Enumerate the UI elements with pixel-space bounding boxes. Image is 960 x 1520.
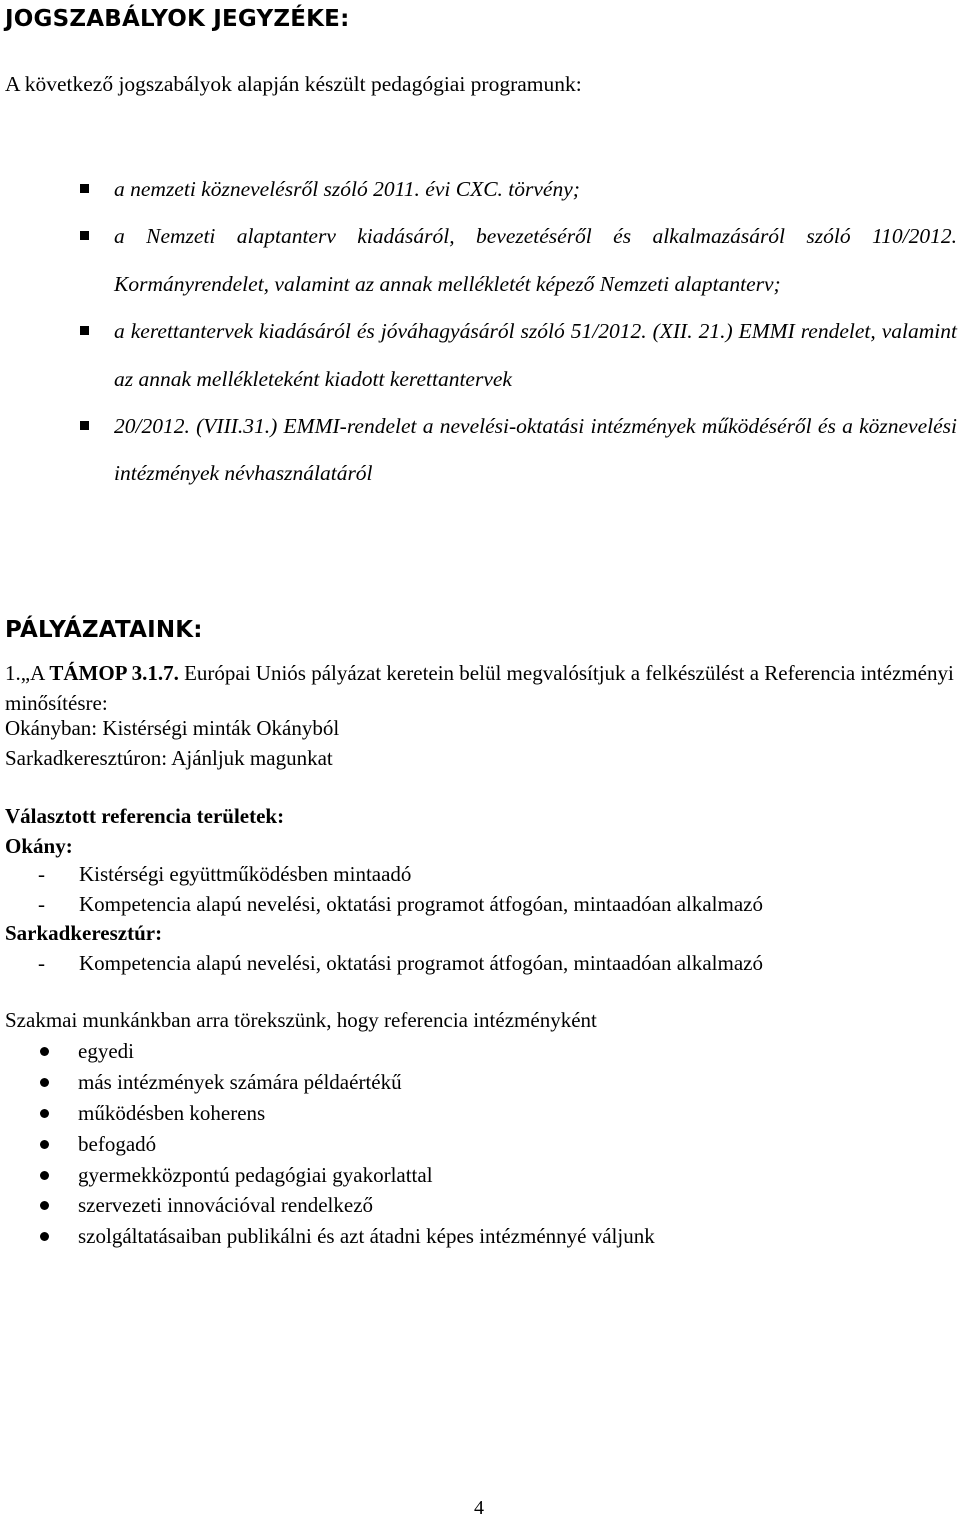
aims-list-item xyxy=(40,1190,655,1221)
okany-reference-item xyxy=(38,862,411,887)
sarkad-reference-item xyxy=(38,951,763,976)
grant-program-code: TÁMOP 3.1.7. xyxy=(49,661,179,685)
round-bullet-icon xyxy=(40,1109,49,1118)
square-bullet-icon xyxy=(80,184,89,193)
aims-item-text: szolgáltatásaiban publikálni és azt átadni képes intézménnyé váljunk xyxy=(78,1224,655,1249)
legal-heading: JOGSZABÁLYOK JEGYZÉKE: xyxy=(5,6,350,32)
law-item-text: 20/2012. (VIII.31.) EMMI-rendelet a nevelési-oktatási intézmények működéséről és a köznevelési intézmények névhasználatáról xyxy=(114,414,957,486)
law-list xyxy=(77,166,957,498)
aims-item-text: szervezeti innovációval rendelkező xyxy=(78,1193,374,1218)
okany-grant-line: Okányban: Kistérségi minták Okányból xyxy=(5,716,340,740)
round-bullet-icon xyxy=(40,1140,49,1149)
grant-description: Európai Uniós pályázat keretein belül megvalósítjuk a felkészülést a Referencia intézményi minősítésre: xyxy=(5,661,954,715)
law-item-text: a kerettantervek kiadásáról és jóváhagyásáról szóló 51/2012. (XII. 21.) EMMI rendelet, valamint az annak mellékleteként kiadott kerettantervek xyxy=(114,319,957,391)
round-bullet-icon xyxy=(40,1078,49,1087)
aims-item-text: befogadó xyxy=(78,1131,157,1156)
sarkad-grant-line: Sarkadkeresztúron: Ajánljuk magunkat xyxy=(5,746,333,770)
aims-item-text: működésben koherens xyxy=(78,1100,266,1125)
round-bullet-icon xyxy=(40,1232,49,1241)
round-bullet-icon xyxy=(40,1171,49,1180)
grants-heading: PÁLYÁZATAINK: xyxy=(5,617,203,643)
law-item-text: a Nemzeti alaptanterv kiadásáról, bevezetéséről és alkalmazásáról szóló 110/2012. Kormányrendelet, valamint az annak mellékletét képező Nemzeti alaptanterv; xyxy=(114,224,957,296)
aims-item-text: gyermekközpontú pedagógiai gyakorlattal xyxy=(78,1162,433,1187)
dash-marker: - xyxy=(38,951,45,975)
okany-label: Okány: xyxy=(5,834,73,858)
reference-heading: Választott referencia területek: xyxy=(5,804,285,828)
square-bullet-icon xyxy=(80,231,89,240)
grant-prefix: 1.„A xyxy=(5,661,50,685)
round-bullet-icon xyxy=(40,1047,49,1056)
aims-list xyxy=(40,1036,655,1252)
legal-intro: A következő jogszabályok alapján készült pedagógiai programunk: xyxy=(5,72,582,96)
aims-list-item xyxy=(40,1036,655,1067)
square-bullet-icon xyxy=(80,326,89,335)
dash-marker: - xyxy=(38,892,45,916)
aims-list-item xyxy=(40,1160,655,1191)
page-number: 4 xyxy=(474,1497,484,1519)
aims-item-text: más intézmények számára példaértékű xyxy=(78,1069,402,1094)
aims-list-item xyxy=(40,1098,655,1129)
aims-list-item xyxy=(40,1067,655,1098)
law-item xyxy=(77,308,957,403)
reference-item-text: Kompetencia alapú nevelési, oktatási programot átfogóan, mintaadóan alkalmazó xyxy=(79,892,763,916)
law-item xyxy=(77,213,957,308)
aims-list-item xyxy=(40,1129,655,1160)
dash-marker: - xyxy=(38,862,45,886)
aims-item-text: egyedi xyxy=(78,1039,134,1063)
square-bullet-icon xyxy=(80,421,89,430)
aims-intro: Szakmai munkánkban arra törekszünk, hogy referencia intézményként xyxy=(5,1008,597,1032)
sarkad-label: Sarkadkeresztúr: xyxy=(5,921,163,945)
aims-list-item xyxy=(40,1221,655,1252)
law-item xyxy=(77,403,957,498)
reference-item-text: Kistérségi együttműködésben mintaadó xyxy=(79,862,412,886)
okany-reference-item xyxy=(38,892,763,917)
grant-paragraph xyxy=(5,658,955,718)
round-bullet-icon xyxy=(40,1201,49,1210)
law-item-text: a nemzeti köznevelésről szóló 2011. évi CXC. törvény; xyxy=(114,177,580,201)
law-item xyxy=(77,166,957,213)
reference-item-text: Kompetencia alapú nevelési, oktatási programot átfogóan, mintaadóan alkalmazó xyxy=(79,951,763,975)
